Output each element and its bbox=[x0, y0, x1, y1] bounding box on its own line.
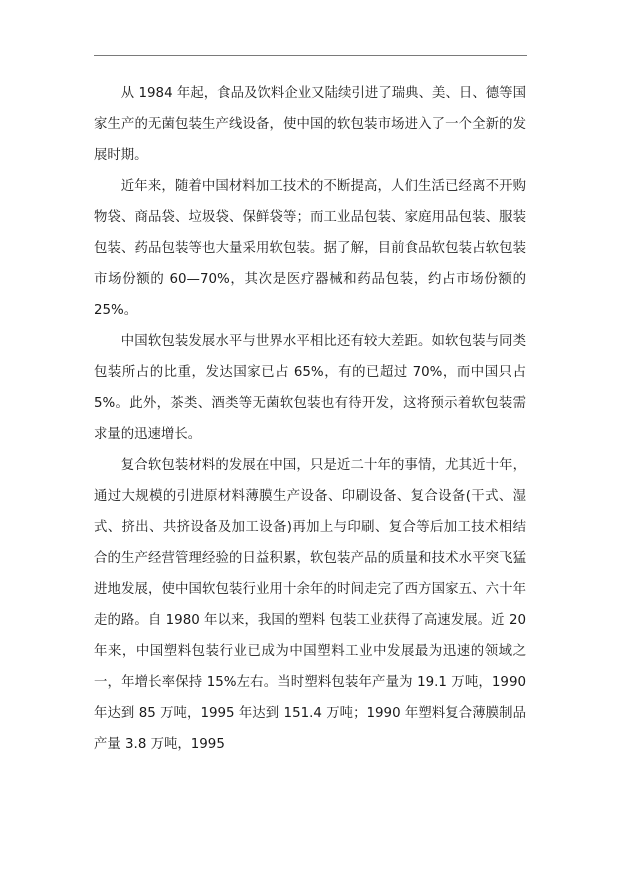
paragraph-composite-packaging: 复合软包装材料的发展在中国，只是近二十年的事情，尤其近十年，通过大规模的引进原材料薄膜生产设备、印刷设备、复合设备(干式、湿式、挤出、共挤设备及加工设备)再加上与印刷、复合等后加工技术相结合的生产经营管理经验的日益积累，软包装产品的质量和技术水平突飞猛进地发展，使中国软包装行业用十余年的时间走完了西方国家五、六十年走的路。自 1980 年以来，我国的塑料 包装工业获得了高速发展。近 20 年来，中国塑料包装行业已成为中国塑料工业中发展最为迅速的领域之一，年增长率保持 15%左右。当时塑料包装年产量为 19.1 万吨，1990 年达到 85 万吨，1995 年达到 151.4 万吨；1990 年塑料复合薄膜制品产量 3.8 万吨，1995 bbox=[94, 458, 526, 752]
paragraph-1984-aseptic-lines: 从 1984 年起，食品及饮料企业又陆续引进了瑞典、美、日、德等国家生产的无菌包装生产线设备，使中国的软包装市场进入了一个全新的发展时期。 bbox=[94, 86, 526, 163]
body-text bbox=[94, 78, 526, 760]
paragraph-recent-years: 近年来，随着中国材料加工技术的不断提高，人们生活已经离不开购物袋、商品袋、垃圾袋、保鲜袋等；而工业品包装、家庭用品包装、服装包装、药品包装等也大量采用软包装。据了解，目前食品软包装占软包装市场份额的 60—70%，其次是医疗器械和药品包装，约占市场份额的 25%。 bbox=[94, 179, 526, 318]
paragraph-gap-with-world: 中国软包装发展水平与世界水平相比还有较大差距。如软包装与同类包装所占的比重，发达国家已占 65%，有的已超过 70%，而中国只占 5%。此外，茶类、酒类等无菌软包装也有待开发，这将预示着软包装需求量的迅速增长。 bbox=[94, 334, 526, 442]
header-rule bbox=[94, 55, 527, 56]
